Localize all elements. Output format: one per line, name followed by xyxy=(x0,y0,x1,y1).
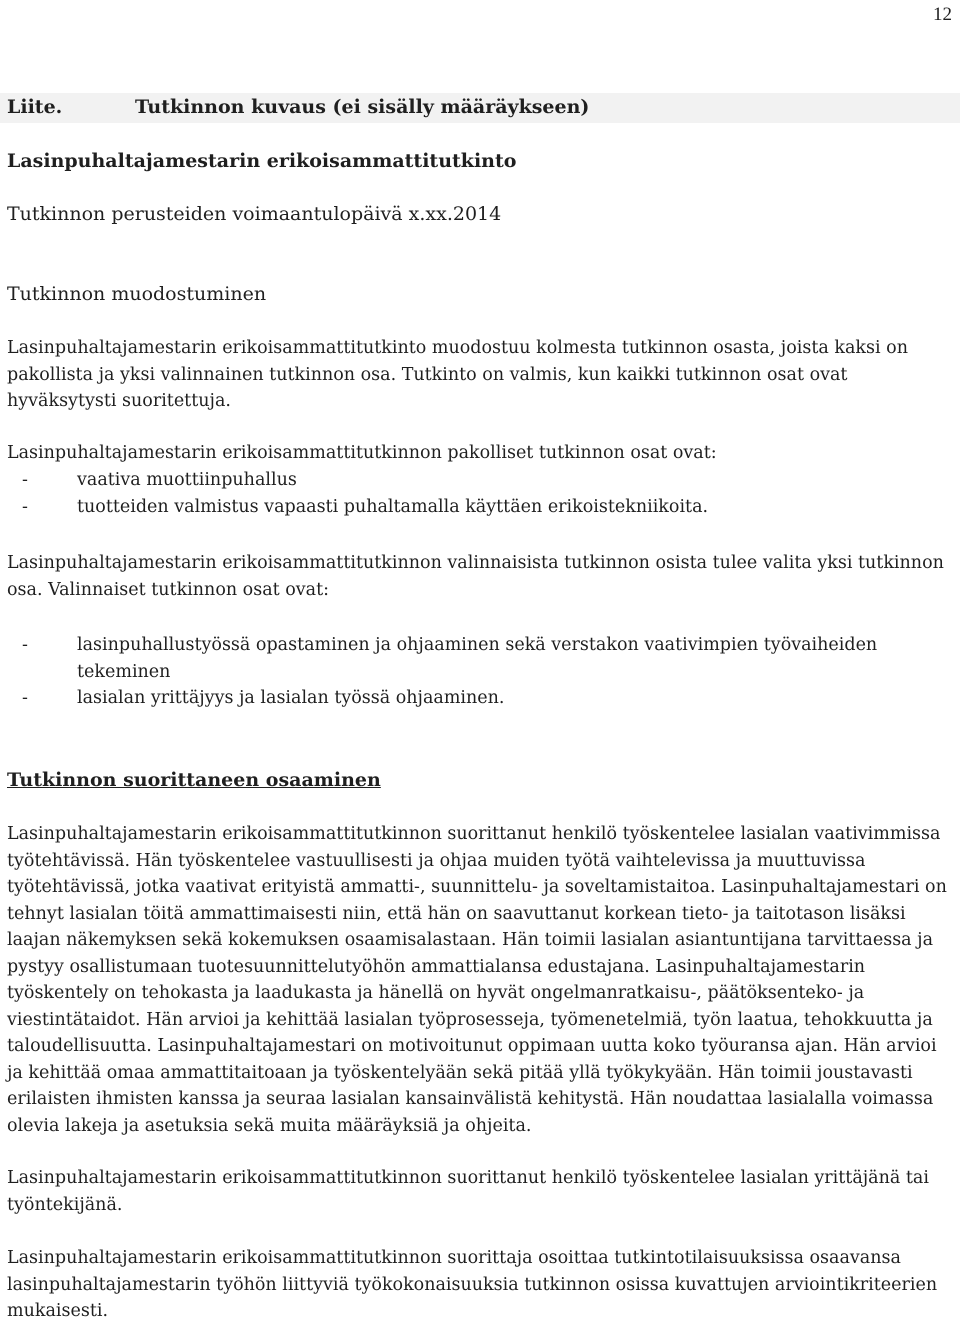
effective-date: Tutkinnon perusteiden voimaantulopäivä x.xx.2014 xyxy=(7,203,502,225)
page-number: 12 xyxy=(933,4,952,25)
annex-title: Tutkinnon kuvaus (ei sisälly määräykseen) xyxy=(135,96,590,118)
annex-label: Liite. xyxy=(7,96,63,118)
mandatory-parts-intro: Lasinpuhaltajamestarin erikoisammattitutkinnon pakolliset tutkinnon osat ovat: xyxy=(7,443,717,463)
degree-title: Lasinpuhaltajamestarin erikoisammattitutkinto xyxy=(7,150,517,172)
list-item: - lasialan yrittäjyys ja lasialan työssä ohjaaminen. xyxy=(7,685,907,712)
optional-parts-list xyxy=(7,632,907,712)
assessment-paragraph: Lasinpuhaltajamestarin erikoisammattitutkinnon suorittaja osoittaa tutkintotilaisuuksissa osaavansa lasinpuhaltajamestarin työhön liittyviä työkokonaisuuksia tutkinnon osissa kuvattujen arviointikriteerien mukaisesti. xyxy=(7,1248,938,1321)
optional-parts-intro: Lasinpuhaltajamestarin erikoisammattitutkinnon valinnaisista tutkinnon osista tulee valita yksi tutkinnon osa. Valinnaiset tutkinnon osat ovat: xyxy=(7,553,944,600)
list-item: - vaativa muottiinpuhallus xyxy=(7,467,952,494)
section-heading-competence: Tutkinnon suorittaneen osaaminen xyxy=(7,769,381,791)
mandatory-parts-list xyxy=(7,467,952,520)
work-role-paragraph: Lasinpuhaltajamestarin erikoisammattitutkinnon suorittanut henkilö työskentelee lasialan yrittäjänä tai työntekijänä. xyxy=(7,1168,929,1215)
competence-paragraph: Lasinpuhaltajamestarin erikoisammattitutkinnon suorittanut henkilö työskentelee lasialan vaativimmissa työtehtävissä. Hän työskentelee vastuullisesti ja ohjaa muiden työtä vaihtelevissa ja muuttuvissa työtehtävissä, jotka vaativat erityistä ammatti-, suunnittelu- ja soveltamistaitoa. Lasinpuhaltajamestari on tehnyt lasialan töitä ammattimaisesti niin, että hän on saavuttanut korkean tieto- ja taitotason lisäksi laajan näkemyksen sekä kokemuksen osaamisalastaan. Hän toimii lasialan asiantuntijana tarvittaessa ja pystyy osallistumaan tuotesuunnittelutyöhön ammattialansa edustajana. Lasinpuhaltajamestarin työskentely on tehokasta ja laadukasta ja hänellä on hyvät ongelmanratkaisu-, päätöksenteko- ja viestintätaidot. Hän arvioi ja kehittää lasialan työprosesseja, työmenetelmiä, työn laatua, tehokkuutta ja taloudellisuutta. Lasinpuhaltajamestari on motivoitunut oppimaan uutta koko työuransa ajan. Hän arvioi ja kehittää omaa ammattitaitoaan ja työskentelyään sekä pitää yllä työkykyään. Hän toimii joustavasti erilaisten ihmisten kanssa ja seuraa lasialan kansainvälistä kehitystä. Hän noudattaa lasialalla voimassa olevia lakeja ja asetuksia sekä muita määräyksiä ja ohjeita. xyxy=(7,824,947,1136)
list-item: - tuotteiden valmistus vapaasti puhaltamalla käyttäen erikoistekniikoita. xyxy=(7,494,952,521)
composition-paragraph: Lasinpuhaltajamestarin erikoisammattitutkinto muodostuu kolmesta tutkinnon osasta, joista kaksi on pakollista ja yksi valinnainen tutkinnon osa. Tutkinto on valmis, kun kaikki tutkinnon osat ovat hyväksytysti suoritettuja. xyxy=(7,338,908,411)
section-heading-composition: Tutkinnon muodostuminen xyxy=(7,283,267,305)
list-item: - lasinpuhallustyössä opastaminen ja ohjaaminen sekä verstakon vaativimpien työvaiheiden tekeminen xyxy=(7,632,907,685)
